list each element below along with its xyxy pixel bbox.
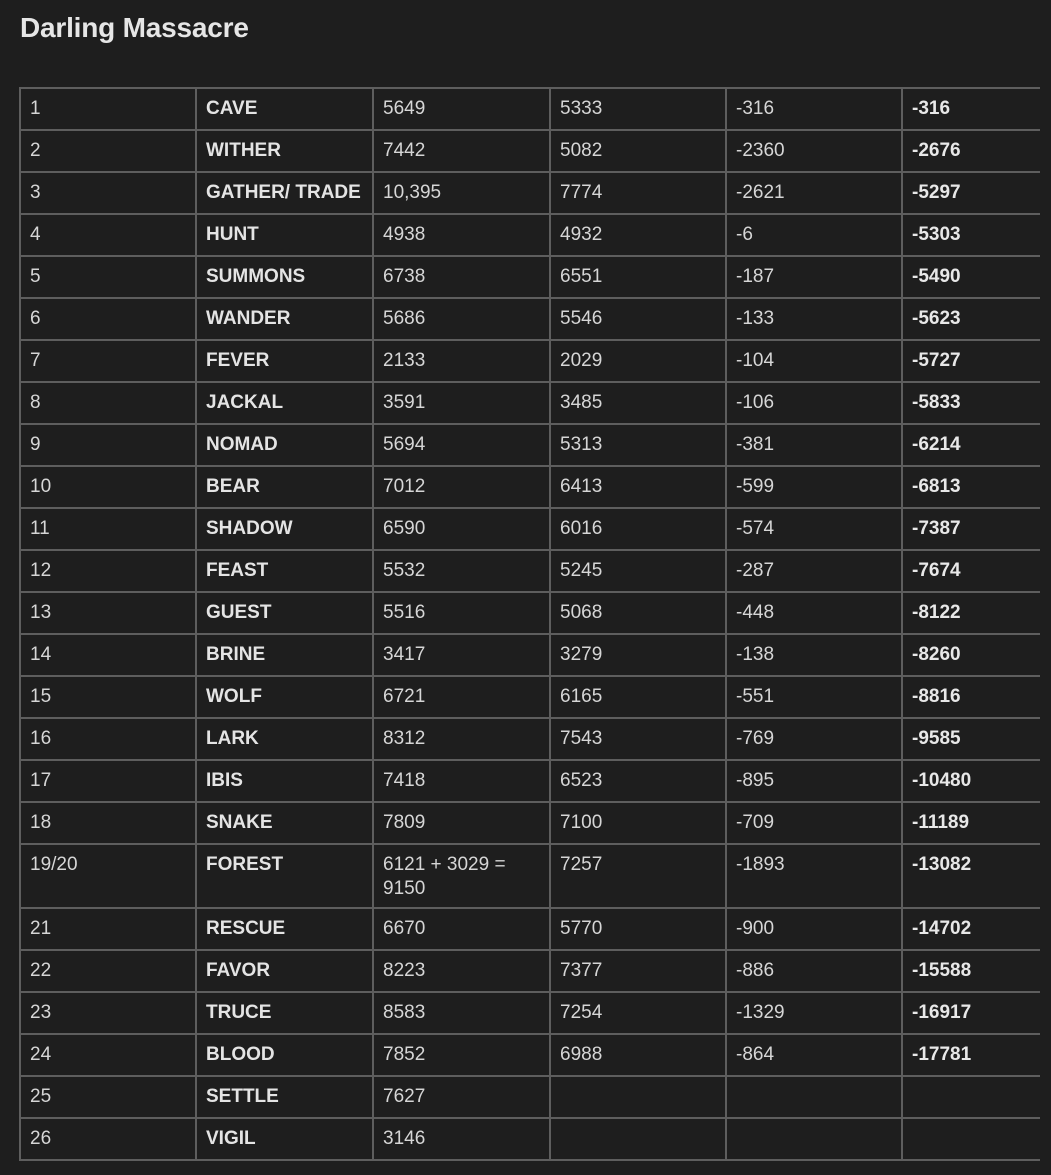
difference-cell: -2360: [726, 130, 902, 172]
row-number-cell: 16: [20, 718, 196, 760]
table-row: [20, 1118, 1040, 1160]
difference-cell: -886: [726, 950, 902, 992]
table-row: [20, 802, 1040, 844]
value-a-cell: 6670: [373, 908, 550, 950]
difference-cell: -187: [726, 256, 902, 298]
value-a-cell: 5532: [373, 550, 550, 592]
row-number-cell: 9: [20, 424, 196, 466]
name-cell: GATHER/ TRADE: [196, 172, 373, 214]
table-row: [20, 1076, 1040, 1118]
value-b-cell: 6413: [550, 466, 726, 508]
value-a-cell: 7442: [373, 130, 550, 172]
table-row: [20, 550, 1040, 592]
table-row: [20, 214, 1040, 256]
running-total-cell: -11189: [902, 802, 1040, 844]
name-cell: SETTLE: [196, 1076, 373, 1118]
value-b-cell: 6165: [550, 676, 726, 718]
value-a-cell: 3591: [373, 382, 550, 424]
row-number-cell: 19/20: [20, 844, 196, 908]
data-table: [19, 87, 1040, 1161]
value-b-cell: 5770: [550, 908, 726, 950]
name-cell: WANDER: [196, 298, 373, 340]
value-a-cell: 7852: [373, 1034, 550, 1076]
difference-cell: -448: [726, 592, 902, 634]
name-cell: SHADOW: [196, 508, 373, 550]
value-b-cell: 5333: [550, 88, 726, 130]
name-cell: VIGIL: [196, 1118, 373, 1160]
value-a-cell: 7418: [373, 760, 550, 802]
running-total-cell: -316: [902, 88, 1040, 130]
row-number-cell: 2: [20, 130, 196, 172]
value-b-cell: 6016: [550, 508, 726, 550]
value-a-cell: 6721: [373, 676, 550, 718]
difference-cell: -574: [726, 508, 902, 550]
table-row: [20, 718, 1040, 760]
running-total-cell: -5727: [902, 340, 1040, 382]
value-b-cell: 6523: [550, 760, 726, 802]
row-number-cell: 3: [20, 172, 196, 214]
value-b-cell: 7100: [550, 802, 726, 844]
table-row: [20, 256, 1040, 298]
value-a-cell: 6590: [373, 508, 550, 550]
row-number-cell: 26: [20, 1118, 196, 1160]
table-row: [20, 592, 1040, 634]
difference-cell: -104: [726, 340, 902, 382]
row-number-cell: 25: [20, 1076, 196, 1118]
difference-cell: -106: [726, 382, 902, 424]
value-b-cell: 7543: [550, 718, 726, 760]
table-row: [20, 298, 1040, 340]
table-row: [20, 508, 1040, 550]
name-cell: BEAR: [196, 466, 373, 508]
name-cell: IBIS: [196, 760, 373, 802]
running-total-cell: -7387: [902, 508, 1040, 550]
difference-cell: -1893: [726, 844, 902, 908]
value-b-cell: 5068: [550, 592, 726, 634]
running-total-cell: -16917: [902, 992, 1040, 1034]
row-number-cell: 4: [20, 214, 196, 256]
table-row: [20, 340, 1040, 382]
table-row: [20, 760, 1040, 802]
running-total-cell: -15588: [902, 950, 1040, 992]
value-b-cell: 2029: [550, 340, 726, 382]
running-total-cell: -5833: [902, 382, 1040, 424]
running-total-cell: [902, 1076, 1040, 1118]
difference-cell: -2621: [726, 172, 902, 214]
value-a-cell: 8223: [373, 950, 550, 992]
value-a-cell: 5516: [373, 592, 550, 634]
value-b-cell: 7254: [550, 992, 726, 1034]
running-total-cell: -5297: [902, 172, 1040, 214]
table-row: [20, 676, 1040, 718]
row-number-cell: 15: [20, 676, 196, 718]
difference-cell: -551: [726, 676, 902, 718]
value-a-cell: 4938: [373, 214, 550, 256]
name-cell: BRINE: [196, 634, 373, 676]
value-a-cell: 5694: [373, 424, 550, 466]
value-a-cell: 7012: [373, 466, 550, 508]
name-cell: HUNT: [196, 214, 373, 256]
difference-cell: -6: [726, 214, 902, 256]
value-b-cell: 5082: [550, 130, 726, 172]
name-cell: FOREST: [196, 844, 373, 908]
table-row: [20, 424, 1040, 466]
table-row: [20, 1034, 1040, 1076]
row-number-cell: 21: [20, 908, 196, 950]
name-cell: GUEST: [196, 592, 373, 634]
value-a-cell: 10,395: [373, 172, 550, 214]
difference-cell: -316: [726, 88, 902, 130]
value-b-cell: [550, 1118, 726, 1160]
table-row: [20, 950, 1040, 992]
difference-cell: [726, 1118, 902, 1160]
row-number-cell: 22: [20, 950, 196, 992]
name-cell: SUMMONS: [196, 256, 373, 298]
value-b-cell: 7377: [550, 950, 726, 992]
value-b-cell: 5546: [550, 298, 726, 340]
running-total-cell: -6214: [902, 424, 1040, 466]
running-total-cell: -5490: [902, 256, 1040, 298]
value-a-cell: 7627: [373, 1076, 550, 1118]
difference-cell: -138: [726, 634, 902, 676]
value-b-cell: 5313: [550, 424, 726, 466]
name-cell: WITHER: [196, 130, 373, 172]
name-cell: BLOOD: [196, 1034, 373, 1076]
name-cell: RESCUE: [196, 908, 373, 950]
value-b-cell: 6988: [550, 1034, 726, 1076]
row-number-cell: 10: [20, 466, 196, 508]
running-total-cell: -17781: [902, 1034, 1040, 1076]
value-a-cell: 2133: [373, 340, 550, 382]
running-total-cell: -9585: [902, 718, 1040, 760]
name-cell: FAVOR: [196, 950, 373, 992]
value-b-cell: 6551: [550, 256, 726, 298]
value-a-cell: 5686: [373, 298, 550, 340]
difference-cell: -895: [726, 760, 902, 802]
difference-cell: -1329: [726, 992, 902, 1034]
running-total-cell: -10480: [902, 760, 1040, 802]
table-row: [20, 382, 1040, 424]
value-a-cell: 3417: [373, 634, 550, 676]
value-b-cell: [550, 1076, 726, 1118]
table-row: [20, 844, 1040, 908]
table-row: [20, 88, 1040, 130]
running-total-cell: -8816: [902, 676, 1040, 718]
row-number-cell: 13: [20, 592, 196, 634]
name-cell: FEAST: [196, 550, 373, 592]
difference-cell: -287: [726, 550, 902, 592]
running-total-cell: [902, 1118, 1040, 1160]
difference-cell: -769: [726, 718, 902, 760]
difference-cell: -900: [726, 908, 902, 950]
row-number-cell: 14: [20, 634, 196, 676]
row-number-cell: 24: [20, 1034, 196, 1076]
row-number-cell: 11: [20, 508, 196, 550]
table-body: [20, 88, 1040, 1160]
running-total-cell: -2676: [902, 130, 1040, 172]
row-number-cell: 6: [20, 298, 196, 340]
value-b-cell: 4932: [550, 214, 726, 256]
difference-cell: [726, 1076, 902, 1118]
value-b-cell: 5245: [550, 550, 726, 592]
value-a-cell: 8312: [373, 718, 550, 760]
difference-cell: -864: [726, 1034, 902, 1076]
page-title: Darling Massacre: [20, 12, 249, 43]
table-row: [20, 992, 1040, 1034]
table-row: [20, 466, 1040, 508]
value-a-cell: 7809: [373, 802, 550, 844]
running-total-cell: -5303: [902, 214, 1040, 256]
running-total-cell: -8260: [902, 634, 1040, 676]
name-cell: JACKAL: [196, 382, 373, 424]
row-number-cell: 1: [20, 88, 196, 130]
running-total-cell: -7674: [902, 550, 1040, 592]
row-number-cell: 12: [20, 550, 196, 592]
value-b-cell: 3485: [550, 382, 726, 424]
table-row: [20, 634, 1040, 676]
running-total-cell: -8122: [902, 592, 1040, 634]
difference-cell: -599: [726, 466, 902, 508]
difference-cell: -133: [726, 298, 902, 340]
name-cell: LARK: [196, 718, 373, 760]
running-total-cell: -6813: [902, 466, 1040, 508]
row-number-cell: 5: [20, 256, 196, 298]
running-total-cell: -5623: [902, 298, 1040, 340]
value-b-cell: 7774: [550, 172, 726, 214]
running-total-cell: -13082: [902, 844, 1040, 908]
name-cell: TRUCE: [196, 992, 373, 1034]
table-row: [20, 130, 1040, 172]
row-number-cell: 17: [20, 760, 196, 802]
row-number-cell: 8: [20, 382, 196, 424]
table-row: [20, 172, 1040, 214]
name-cell: SNAKE: [196, 802, 373, 844]
name-cell: CAVE: [196, 88, 373, 130]
row-number-cell: 18: [20, 802, 196, 844]
value-b-cell: 7257: [550, 844, 726, 908]
value-a-cell: 5649: [373, 88, 550, 130]
table-row: [20, 908, 1040, 950]
value-a-cell: 6121 + 3029 = 9150: [373, 844, 550, 908]
difference-cell: -381: [726, 424, 902, 466]
running-total-cell: -14702: [902, 908, 1040, 950]
row-number-cell: 23: [20, 992, 196, 1034]
name-cell: NOMAD: [196, 424, 373, 466]
row-number-cell: 7: [20, 340, 196, 382]
name-cell: FEVER: [196, 340, 373, 382]
value-a-cell: 8583: [373, 992, 550, 1034]
difference-cell: -709: [726, 802, 902, 844]
value-b-cell: 3279: [550, 634, 726, 676]
value-a-cell: 6738: [373, 256, 550, 298]
value-a-cell: 3146: [373, 1118, 550, 1160]
name-cell: WOLF: [196, 676, 373, 718]
